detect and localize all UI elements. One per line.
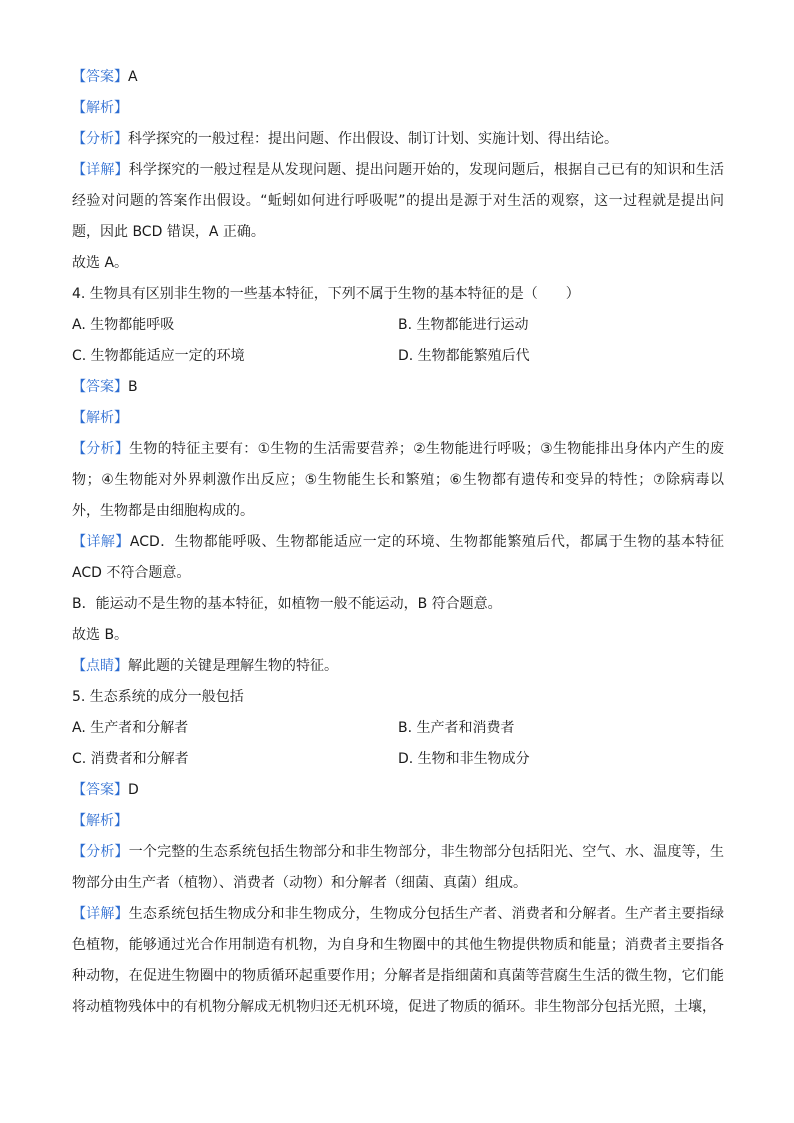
- fenxi-tag: 【分析】: [72, 844, 129, 860]
- xiangjie-tag: 【详解】: [72, 906, 129, 922]
- q5-option-b: B. 生产者和消费者: [398, 720, 515, 736]
- answer-value: D: [128, 782, 139, 798]
- q4-conclusion: 故选 B。: [72, 627, 129, 643]
- q5-option-d: D. 生物和非生物成分: [398, 751, 530, 767]
- q4-options-row-2: [72, 341, 724, 372]
- q4-dianjing-line: [72, 651, 724, 682]
- fenxi-tag: 【分析】: [72, 441, 130, 457]
- fenxi-text: 一个完整的生态系统包括生物部分和非生物部分，非生物部分包括阳光、空气、水、温度等，生物部分由生产者（植物）、消费者（动物）和分解者（细菌、真菌）组成。: [72, 844, 725, 891]
- q4-xiangjie-paragraph: [72, 527, 724, 589]
- fenxi-text: 科学探究的一般过程：提出问题、作出假设、制订计划、实施计划、得出结论。: [128, 131, 618, 147]
- q4-option-a: A. 生物都能呼吸: [72, 317, 175, 333]
- q5-option-a: A. 生产者和分解者: [72, 720, 189, 736]
- q5-option-c: C. 消费者和分解者: [72, 751, 189, 767]
- fenxi-text: 生物的特征主要有：①生物的生活需要营养；②生物能进行呼吸；③生物能排出身体内产生的废物；④生物能对外界刺激作出反应；⑤生物能生长和繁殖；⑥生物都有遗传和变异的特性；⑦除病毒以外，生物都是由细胞构成的。: [72, 441, 725, 519]
- xiangjie-tag: 【详解】: [72, 162, 129, 178]
- q3-fenxi-line: [72, 124, 724, 155]
- q3-jiexi-line: [72, 93, 724, 124]
- q4-option-c: C. 生物都能适应一定的环境: [72, 348, 245, 364]
- q3-answer-line: [72, 62, 724, 93]
- dianjing-text: 解此题的关键是理解生物的特征。: [128, 658, 338, 674]
- jiexi-tag: 【解析】: [72, 813, 128, 829]
- q5-stem: 5. 生态系统的成分一般包括: [72, 689, 244, 705]
- q4-option-d: D. 生物都能繁殖后代: [398, 348, 530, 364]
- xiangjie-text: ACD．生物都能呼吸、生物都能适应一定的环境、生物都能繁殖后代，都属于生物的基本特征ACD 不符合题意。: [72, 534, 724, 581]
- q4-stem: 4. 生物具有区别非生物的一些基本特征，下列不属于生物的基本特征的是（ ）: [72, 286, 580, 302]
- document-page: [72, 62, 724, 1023]
- answer-tag: 【答案】: [72, 69, 128, 85]
- q3-xiangjie-paragraph: [72, 155, 724, 248]
- xiangjie-text: 科学探究的一般过程是从发现问题、提出问题开始的，发现问题后，根据自己已有的知识和生活经验对问题的答案作出假设。“蚯蚓如何进行呼吸呢”的提出是源于对生活的观察，这一过程就是提出问题，因此 BCD 错误，A 正确。: [72, 162, 725, 240]
- xiangjie-tag: 【详解】: [72, 534, 130, 550]
- q4-jiexi-line: [72, 403, 724, 434]
- q4-option-b: B. 生物都能进行运动: [398, 317, 529, 333]
- q4-answer-line: [72, 372, 724, 403]
- q5-answer-line: [72, 775, 724, 806]
- dianjing-tag: 【点睛】: [72, 658, 128, 674]
- xiangjie-text: 生态系统包括生物成分和非生物成分，生物成分包括生产者、消费者和分解者。生产者主要指绿色植物，能够通过光合作用制造有机物，为自身和生物圈中的其他生物提供物质和能量；消费者主要指各种动物，在促进生物圈中的物质循环起重要作用；分解者是指细菌和真菌等营腐生生活的微生物，它们能将动植物残体中的有机物分解成无机物归还无机环境，促进了物质的循环。非生物部分包括光照，土壤，: [72, 906, 725, 1015]
- fenxi-tag: 【分析】: [72, 131, 128, 147]
- q5-options-row-2: [72, 744, 724, 775]
- q4-b-explanation: B．能运动不是生物的基本特征，如植物一般不能运动，B 符合题意。: [72, 596, 502, 612]
- answer-value: B: [128, 379, 138, 395]
- q5-options-row-1: [72, 713, 724, 744]
- jiexi-tag: 【解析】: [72, 410, 128, 426]
- q4-options-row-1: [72, 310, 724, 341]
- answer-tag: 【答案】: [72, 782, 128, 798]
- q5-xiangjie-paragraph: [72, 899, 724, 1023]
- q5-fenxi-paragraph: [72, 837, 724, 899]
- q3-conclusion: 故选 A。: [72, 255, 129, 271]
- answer-tag: 【答案】: [72, 379, 128, 395]
- q4-fenxi-paragraph: [72, 434, 724, 527]
- q5-jiexi-line: [72, 806, 724, 837]
- answer-value: A: [128, 69, 138, 85]
- jiexi-tag: 【解析】: [72, 100, 128, 116]
